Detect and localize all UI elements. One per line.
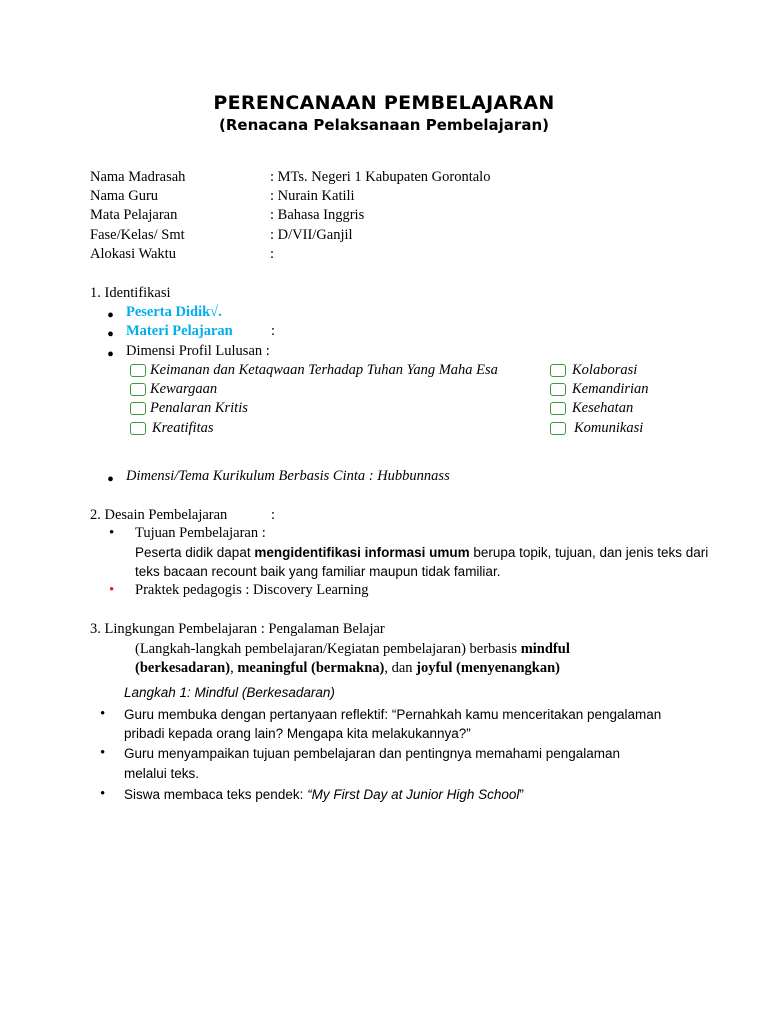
profil-penalaran: Penalaran Kritis	[150, 400, 248, 416]
tujuan-text-line2: teks bacaan recount baik yang familiar maupun tidak familiar.	[135, 564, 501, 579]
profil-komunikasi: Komunikasi	[574, 420, 644, 436]
materi-pelajaran-label: Materi Pelajaran	[126, 323, 233, 339]
bullet-icon: •	[107, 344, 115, 366]
tema-kurikulum: Dimensi/Tema Kurikulum Berbasis Cinta : Hubbunnass	[126, 468, 450, 484]
peserta-didik-label: Peserta Didik√.	[126, 304, 222, 320]
checkbox-keimanan[interactable]	[130, 364, 146, 377]
section-3-desc-line1: (Langkah-langkah pembelajaran/Kegiatan pembelajaran) berbasis mindful	[135, 641, 570, 657]
info-label-guru: Nama Guru	[90, 188, 159, 204]
document-title: PERENCANAAN PEMBELAJARAN	[213, 92, 555, 114]
section-2-heading: 2. Desain Pembelajaran	[90, 507, 228, 523]
checkbox-kreatifitas[interactable]	[130, 422, 146, 435]
info-value-mapel: : Bahasa Inggris	[270, 207, 365, 223]
profil-keimanan: Keimanan dan Ketaqwaan Terhadap Tuhan Yang Maha Esa	[150, 362, 498, 378]
checkbox-kemandirian[interactable]	[550, 383, 566, 396]
checkbox-kewargaan[interactable]	[130, 383, 146, 396]
info-value-madrasah: : MTs. Negeri 1 Kabupaten Gorontalo	[270, 169, 491, 185]
info-label-madrasah: Nama Madrasah	[90, 169, 186, 185]
profil-kemandirian: Kemandirian	[572, 381, 649, 397]
bullet-icon: •	[100, 745, 106, 761]
praktek-pedagogis: Praktek pedagogis : Discovery Learning	[135, 582, 369, 598]
bullet-icon: •	[109, 525, 115, 541]
info-label-alokasi: Alokasi Waktu	[90, 246, 176, 262]
info-label-fase: Fase/Kelas/ Smt	[90, 227, 185, 243]
step-1-line1: Guru membuka dengan pertanyaan reflektif: “Pernahkah kamu menceritakan pengalaman	[124, 707, 662, 722]
info-value-guru: : Nurain Katili	[270, 188, 355, 204]
step-2-line2: melalui teks.	[124, 766, 200, 781]
info-label-mapel: Mata Pelajaran	[90, 207, 178, 223]
bullet-icon: •	[107, 324, 115, 346]
materi-colon: :	[271, 323, 276, 339]
step-3-line: Siswa membaca teks pendek: “My First Day at Junior High School”	[124, 787, 524, 802]
step-1-line2: pribadi kepada orang lain? Mengapa kita melakukannya?”	[124, 726, 471, 741]
checkbox-penalaran[interactable]	[130, 402, 146, 415]
section-1-heading: 1. Identifikasi	[90, 285, 171, 301]
profil-kewargaan: Kewargaan	[150, 381, 218, 397]
tujuan-label: Tujuan Pembelajaran :	[135, 525, 266, 541]
info-value-alokasi: :	[270, 246, 275, 262]
langkah-1-heading: Langkah 1: Mindful (Berkesadaran)	[124, 685, 335, 700]
bullet-icon: •	[107, 305, 115, 327]
bullet-icon: •	[100, 706, 106, 722]
bullet-icon: •	[100, 786, 106, 802]
dimensi-profil-label: Dimensi Profil Lulusan :	[126, 343, 270, 359]
bullet-icon: •	[109, 582, 115, 598]
profil-kolaborasi: Kolaborasi	[572, 362, 638, 378]
checkbox-komunikasi[interactable]	[550, 422, 566, 435]
step-2-line1: Guru menyampaikan tujuan pembelajaran dan pentingnya memahami pengalaman	[124, 746, 621, 761]
section-3-desc-line2: (berkesadaran), meaningful (bermakna), dan joyful (menyenangkan)	[135, 660, 560, 676]
profil-kreatifitas: Kreatifitas	[152, 420, 214, 436]
section-2-colon: :	[271, 507, 276, 523]
checkbox-kesehatan[interactable]	[550, 402, 566, 415]
document-subtitle: (Renacana Pelaksanaan Pembelajaran)	[219, 116, 549, 134]
bullet-icon: •	[107, 469, 115, 491]
checkbox-kolaborasi[interactable]	[550, 364, 566, 377]
profil-kesehatan: Kesehatan	[572, 400, 634, 416]
tujuan-text-line1: Peserta didik dapat mengidentifikasi informasi umum berupa topik, tujuan, dan jenis teks dari	[135, 545, 709, 560]
info-value-fase: : D/VII/Ganjil	[270, 227, 353, 243]
section-3-heading: 3. Lingkungan Pembelajaran : Pengalaman Belajar	[90, 621, 385, 637]
